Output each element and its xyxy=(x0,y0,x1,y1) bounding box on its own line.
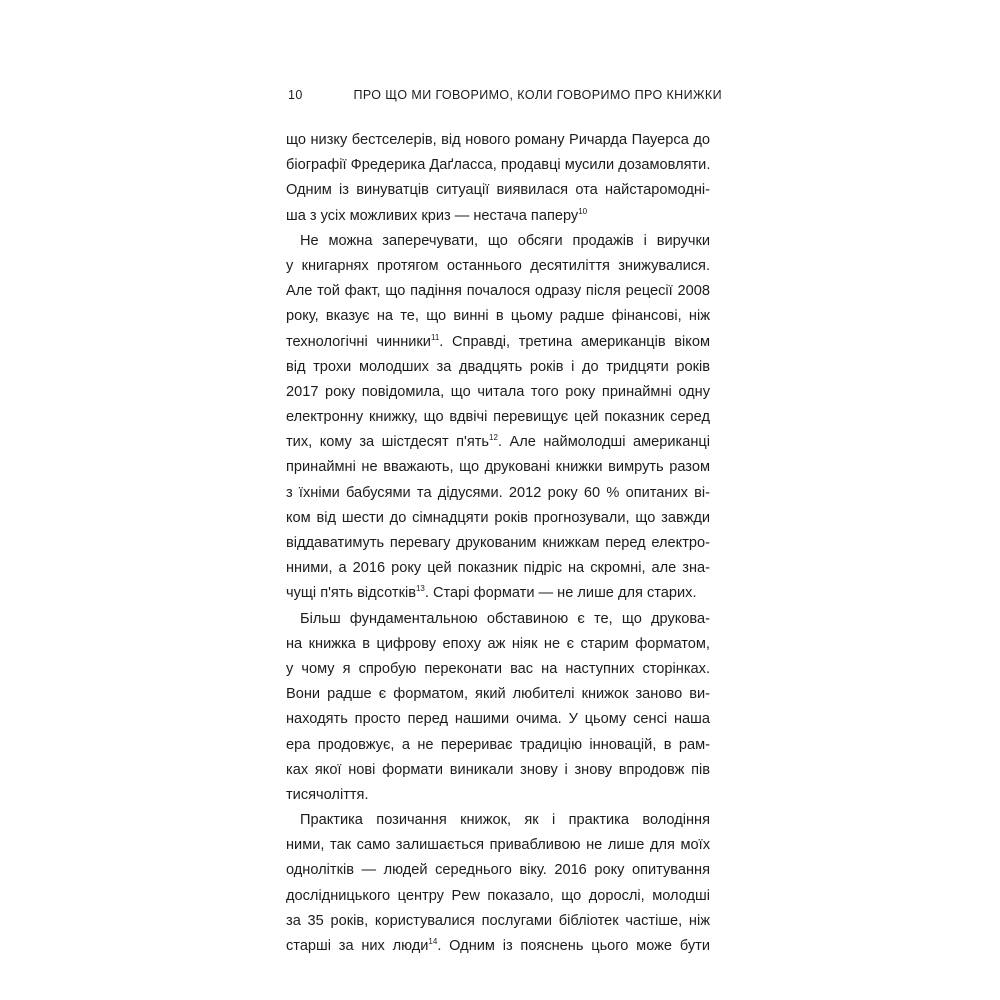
text-line xyxy=(286,380,710,405)
text-line xyxy=(286,607,710,632)
line-text-continuation: . Одним із пояснень цього може бути xyxy=(437,938,710,954)
line-text: з їхніми бабусями та дідусями. 2012 року 60 % опитаних ві- xyxy=(286,484,710,501)
text-line xyxy=(286,229,710,254)
paragraph xyxy=(286,229,710,607)
text-line xyxy=(286,682,710,707)
text-line xyxy=(286,455,710,480)
text-line xyxy=(286,405,710,430)
line-text: ках якої нові формати виникали знову і знову впродовж пів xyxy=(286,761,710,778)
footnote-ref: 13 xyxy=(415,584,425,594)
text-line xyxy=(286,430,710,455)
line-text: тих, кому за шістдесят п'ять xyxy=(286,434,490,451)
line-text: 2017 року повідомила, що читала того року принаймні одну xyxy=(286,383,710,400)
text-line xyxy=(286,783,710,808)
line-text: року, вказує на те, що винні в цьому радше фінансові, ніж xyxy=(286,308,710,325)
line-text: на книжка в цифрову епоху аж ніяк не є старим форматом, xyxy=(286,635,710,652)
line-text: Практика позичання книжок, як і практика володіння xyxy=(300,812,710,829)
line-text: технологічні чинники xyxy=(286,333,431,350)
line-text-continuation: . Але наймолодші американці xyxy=(497,434,710,451)
line-text: за 35 років, користувалися послугами бібліотек частіше, ніж xyxy=(286,912,710,929)
text-line xyxy=(286,733,710,758)
line-text: Вони радше є форматом, який любителі книжок заново ви- xyxy=(286,686,710,703)
line-text: ком від шести до сімнадцяти років прогнозували, що завжди xyxy=(286,509,710,526)
line-text: тисячоліття. xyxy=(286,786,369,803)
body-text xyxy=(286,128,710,959)
text-line xyxy=(286,178,710,203)
line-text: чущі п'ять відсотків xyxy=(286,585,416,602)
text-line xyxy=(286,128,710,153)
text-line xyxy=(286,909,710,934)
text-line xyxy=(286,758,710,783)
line-text-continuation: . Старі формати — не лише для старих. xyxy=(424,585,697,602)
text-line xyxy=(286,506,710,531)
line-text: ша з усіх можливих криз — нестача паперу xyxy=(286,207,579,224)
running-title: ПРО ЩО МИ ГОВОРИМО, КОЛИ ГОВОРИМО ПРО КНИЖКИ xyxy=(353,88,722,102)
text-line xyxy=(286,858,710,883)
footnote-ref: 11 xyxy=(430,332,440,342)
line-text: Але той факт, що падіння почалося одразу після рецесії 2008 xyxy=(286,283,710,300)
text-line xyxy=(286,833,710,858)
line-text: віддаватимуть перевагу друкованим книжкам перед електро- xyxy=(286,535,710,551)
line-text: находять просто перед нашими очима. У цьому сенсі наша xyxy=(286,711,710,728)
text-line xyxy=(286,884,710,909)
text-line xyxy=(286,330,710,355)
line-text-continuation: . Справді, третина американців віком xyxy=(439,333,710,350)
text-line xyxy=(286,581,710,606)
text-line xyxy=(286,355,710,380)
line-text: однолітків — людей середнього віку. 2016 року опитування xyxy=(286,862,710,879)
line-text: старші за них люди xyxy=(286,938,429,954)
line-text: у чому я спробую переконати вас на наступних сторінках. xyxy=(286,660,710,677)
text-line xyxy=(286,304,710,329)
line-text: у книгарнях протягом останнього десятиліття знижувалися. xyxy=(286,257,710,274)
text-line xyxy=(286,254,710,279)
text-line xyxy=(286,934,710,959)
line-text: ера продовжує, а не перериває традицію інновацій, в рам- xyxy=(286,736,710,753)
footnote-ref: 10 xyxy=(578,206,588,216)
paragraph xyxy=(286,128,710,229)
line-text: нними, а 2016 року цей показник підріс на скромні, але зна- xyxy=(286,560,710,577)
text-line xyxy=(286,808,710,833)
line-text: принаймні не вважають, що друковані книжки вимруть разом xyxy=(286,459,710,476)
text-line xyxy=(286,531,710,556)
text-line xyxy=(286,279,710,304)
paragraph xyxy=(286,808,710,959)
text-line xyxy=(286,481,710,506)
footnote-ref: 14 xyxy=(428,937,438,946)
text-line xyxy=(286,556,710,581)
text-line xyxy=(286,632,710,657)
line-text: що низку бестселерів, від нового роману Ричарда Пауерса до xyxy=(286,132,710,148)
page-number: 10 xyxy=(288,88,303,102)
text-line xyxy=(286,657,710,682)
line-text: ними, так само залишається привабливою не лише для моїх xyxy=(286,837,710,854)
footnote-ref: 12 xyxy=(489,433,498,443)
paragraph xyxy=(286,607,710,809)
line-text: Одним із винуватців ситуації виявилася ота найстаромодні- xyxy=(286,182,710,199)
line-text: Більш фундаментальною обставиною є те, що друкова- xyxy=(300,610,710,627)
text-line xyxy=(286,707,710,732)
running-head xyxy=(288,88,722,108)
text-line xyxy=(286,204,710,229)
line-text: електронну книжку, що вдвічі перевищує цей показник серед xyxy=(286,409,710,426)
line-text: дослідницького центру Pew показало, що дорослі, молодші xyxy=(286,887,710,904)
line-text: Не можна заперечувати, що обсяги продажів і виручки xyxy=(300,232,710,249)
line-text: біографії Фредерика Даґласса, продавці мусили дозамовляти. xyxy=(286,157,710,174)
line-text: від трохи молодших за двадцять років і до тридцяти років xyxy=(286,358,710,375)
text-line xyxy=(286,153,710,178)
